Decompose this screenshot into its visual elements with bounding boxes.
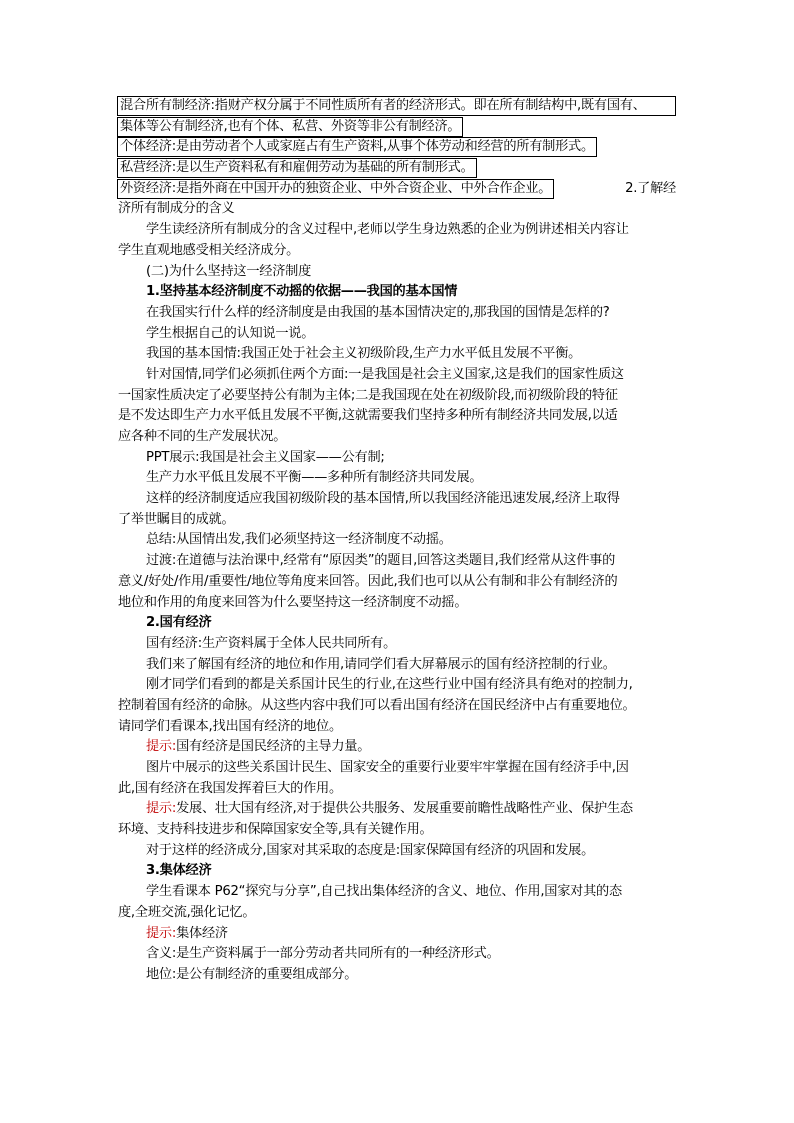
definition-box-individual: 个体经济:是由劳动者个人或家庭占有生产资料,从事个体劳动和经营的所有制形式。 xyxy=(117,137,597,157)
document-page xyxy=(118,96,676,986)
tip-text: 集体经济 xyxy=(176,925,228,941)
tip-label: 提示: xyxy=(146,925,177,941)
paragraph-line: 对于这样的经济成分,国家对其采取的态度是:国家保障国有经济的巩固和发展。 xyxy=(146,842,595,858)
paragraph-line: 了举世瞩目的成就。 xyxy=(118,511,235,527)
paragraph-line: 意义/好处/作用/重要性/地位等角度来回答。因此,我们也可以从公有制和非公有制经济的 xyxy=(118,573,618,589)
paragraph-line: 在我国实行什么样的经济制度是由我国的基本国情决定的,那我国的国情是怎样的? xyxy=(146,304,610,320)
paragraph-line: 过渡:在道德与法治课中,经常有“原因类”的题目,回答这类题目,我们经常从这件事的 xyxy=(146,553,616,569)
definition-box-private: 私营经济:是以生产资料私有和雇佣劳动为基础的所有制形式。 xyxy=(117,158,477,178)
paragraph-line: 针对国情,同学们必须抓住两个方面:一是我国是社会主义国家,这是我们的国家性质这 xyxy=(146,366,624,382)
paragraph-line: 总结:从国情出发,我们必须坚持这一经济制度不动摇。 xyxy=(146,532,452,548)
paragraph-line: 学生直观地感受相关经济成分。 xyxy=(118,242,300,258)
definition-box-mixed-1: 混合所有制经济:指财产权分属于不同性质所有者的经济形式。即在所有制结构中,既有国有、 xyxy=(117,96,676,116)
paragraph-line: 度,全班交流,强化记忆。 xyxy=(118,904,256,920)
paragraph-line: 生产力水平低且发展不平衡——多种所有制经济共同发展。 xyxy=(146,470,483,486)
boxed-line-3 xyxy=(118,137,676,158)
boxed-line-2 xyxy=(118,117,676,138)
tip-line xyxy=(118,924,676,945)
paragraph-line: PPT展示:我国是社会主义国家——公有制; xyxy=(146,449,385,465)
paragraph-line: 学生根据自己的认知说一说。 xyxy=(146,325,315,341)
paragraph-line: 请同学们看课本,找出国有经济的地位。 xyxy=(118,718,342,734)
paragraph-line: 控制着国有经济的命脉。从这些内容中我们可以看出国有经济在国民经济中占有重要地位。 xyxy=(118,697,636,713)
boxed-line-4 xyxy=(118,158,676,179)
tip-text: 发展、壮大国有经济,对于提供公共服务、发展重要前瞻性战略性产业、保护生态 xyxy=(176,801,633,817)
paragraph-line: 我们来了解国有经济的地位和作用,请同学们看大屏幕展示的国有经济控制的行业。 xyxy=(146,656,616,672)
paragraph-line: 我国的基本国情:我国正处于社会主义初级阶段,生产力水平低且发展不平衡。 xyxy=(146,346,582,362)
paragraph-line: 含义:是生产资料属于一部分劳动者共同所有的一种经济形式。 xyxy=(146,946,500,962)
paragraph-line: 国有经济:生产资料属于全体人民共同所有。 xyxy=(146,635,397,651)
paragraph-line: 图片中展示的这些关系国计民生、国家安全的重要行业要牢牢掌握在国有经济手中,因 xyxy=(146,760,629,775)
subsection-heading: 1.坚持基本经济制度不动摇的依据——我国的基本国情 xyxy=(146,284,458,300)
tip-label: 提示: xyxy=(146,801,177,817)
paragraph-line: 此,国有经济在我国发挥着巨大的作用。 xyxy=(118,780,342,796)
subsection-heading: 3.集体经济 xyxy=(146,863,212,879)
paragraph-line: 地位:是公有制经济的重要组成部分。 xyxy=(146,966,358,982)
heading-2-end: 济所有制成分的含义 xyxy=(118,201,235,217)
paragraph-line: 学生读经济所有制成分的含义过程中,老师以学生身边熟悉的企业为例讲述相关内容让 xyxy=(146,222,629,238)
paragraph-line: 环境、支持科技进步和保障国家安全等,具有关键作用。 xyxy=(118,822,433,838)
subsection-heading: 2.国有经济 xyxy=(146,615,212,631)
tip-line xyxy=(118,737,676,758)
boxed-line-1 xyxy=(118,96,676,117)
tip-label: 提示: xyxy=(146,739,177,755)
boxed-line-5 xyxy=(118,179,676,200)
paragraph-line: 这样的经济制度适应我国初级阶段的基本国情,所以我国经济能迅速发展,经济上取得 xyxy=(146,491,620,507)
section-heading: (二)为什么坚持这一经济制度 xyxy=(146,263,312,279)
tip-line xyxy=(118,799,676,820)
definition-box-mixed-2: 集体等公有制经济,也有个体、私营、外资等非公有制经济。 xyxy=(117,117,463,137)
paragraph-line: 刚才同学们看到的都是关系国计民生的行业,在这些行业中国有经济具有绝对的控制力, xyxy=(146,677,633,693)
paragraph-line: 一国家性质决定了必要坚持公有制为主体;二是我国现在处在初级阶段,而初级阶段的特征 xyxy=(118,387,618,403)
paragraph-line: 应各种不同的生产发展状况。 xyxy=(118,429,287,444)
definition-box-foreign: 外资经济:是指外商在中国开办的独资企业、中外合资企业、中外合作企业。 xyxy=(117,179,554,199)
tip-text: 国有经济是国民经济的主导力量。 xyxy=(176,739,371,755)
paragraph-line: 地位和作用的角度来回答为什么要坚持这一经济制度不动摇。 xyxy=(118,594,468,610)
paragraph-line: 学生看课本 P62“探究与分享”,自己找出集体经济的含义、地位、作用,国家对其的态 xyxy=(146,884,622,900)
heading-2-start: 2.了解经 xyxy=(625,180,676,196)
paragraph-line: 是不发达即生产力水平低且发展不平衡,这就需要我们坚持多种所有制经济共同发展,以适 xyxy=(118,408,618,424)
